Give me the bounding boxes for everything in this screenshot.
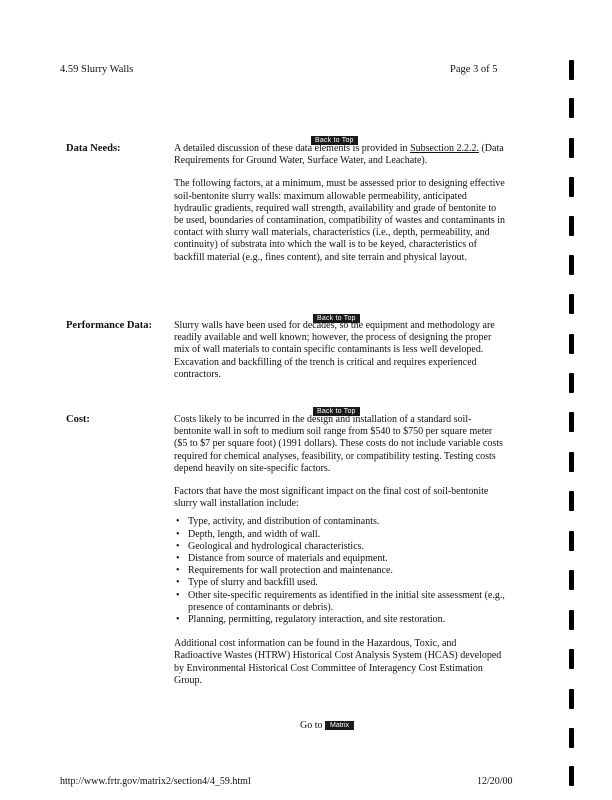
cost-paragraph-2: Factors that have the most significant impact on the final cost of soil-bentonite slurry wall installation include: [174,486,489,510]
list-item: • Requirements for wall protection and maintenance. [188,565,506,577]
cost-paragraph-3: Additional cost information can be found in the Hazardous, Toxic, and Radioactive Wastes (HTRW) Historical Cost Analysis System (HCAS) developed by Environmental Historical Cost Committee of Interagency Cost Estimation Group. [174,638,502,686]
cost-factors-list [174,516,506,626]
data-needs-p1-text: A detailed discussion of these data elements is provided in [174,143,411,154]
subsection-link[interactable]: Subsection 2.2.2. [410,143,479,154]
data-needs-section [174,143,506,264]
scan-edge-mark [569,138,574,158]
list-item: • Other site-specific requirements as identified in the initial site assessment (e.g., presence of contaminants or debris). [188,590,506,614]
performance-paragraph: Slurry walls have been used for decades, so the equipment and methodology are readily available and well known; however, the process of designing the proper mix of wall materials to contain specific contaminants is less well developed. Excavation and backfilling of the trench is critical and requires experienced contractors. [174,320,495,380]
scan-edge-mark [569,60,574,80]
footer-url: http://www.frtr.gov/matrix2/section4/4_59.html [60,776,251,787]
scan-edge-mark [569,216,574,236]
cost-label: Cost: [66,414,90,425]
scan-edge-mark [569,98,574,118]
cost-paragraph-1: Costs likely to be incurred in the design and installation of a standard soil-bentonite wall in soft to medium soil range from $540 to $750 per square meter ($5 to $7 per square foot) (1991 dollars). These costs do not include variable costs required for chemical analyses, feasibility, or compatibility testing. Testing costs depend heavily on site-specific factors. [174,414,503,474]
page-number: Page 3 of 5 [450,64,498,75]
scan-edge-mark [569,412,574,432]
scan-edge-mark [569,689,574,709]
scan-edge-mark [569,373,574,393]
list-item: • Type, activity, and distribution of contaminants. [188,516,506,528]
data-needs-paragraph-2: The following factors, at a minimum, must be assessed prior to designing effective soil-bentonite slurry walls: maximum allowable permeability, anticipated hydraulic gradients, required wall strength, availability and grade of bentonite to be used, boundaries of contamination, compatibility of wastes and contaminants in contact with slurry wall materials, characteristics (i.e., depth, permeability, and continuity) of substrata into which the wall is to be keyed, characteristics of backfill material (e.g., fines content), and site terrain and physical layout. [174,178,506,263]
scan-edge-mark [569,255,574,275]
scan-edge-mark [569,177,574,197]
list-item: • Distance from source of materials and equipment. [188,553,506,565]
performance-data-label: Performance Data: [66,320,152,331]
cost-section [174,414,506,687]
back-to-top-label: Back to Top [311,136,358,145]
goto-matrix-button[interactable]: Matrix [325,721,354,730]
scan-edge-mark [569,531,574,551]
list-item: • Planning, permitting, regulatory interaction, and site restoration. [188,614,506,626]
page-header-title: 4.59 Slurry Walls [60,64,134,75]
back-to-top-label: Back to Top [313,407,360,416]
goto-label: Go to [300,720,323,731]
scan-edge-mark [569,491,574,511]
scan-edge-mark [569,570,574,590]
goto-row [300,720,354,731]
footer-date: 12/20/00 [477,776,513,787]
scan-edge-mark [569,452,574,472]
back-to-top-label: Back to Top [313,314,360,323]
scan-edge-mark [569,728,574,748]
scan-edge-mark [569,610,574,630]
scan-edge-mark [569,294,574,314]
performance-data-section [174,320,506,381]
list-item: • Depth, length, and width of wall. [188,529,506,541]
scan-edge-mark [569,649,574,669]
scan-edge-mark [569,334,574,354]
data-needs-label: Data Needs: [66,143,121,154]
data-needs-paragraph-1 [174,143,506,167]
list-item: • Type of slurry and backfill used. [188,577,506,589]
scan-edge-mark [569,766,574,786]
list-item: • Geological and hydrological characteristics. [188,541,506,553]
data-needs-p1-tail: (Data Requirements for Ground Water, Surface Water, and Leachate). [174,143,504,167]
